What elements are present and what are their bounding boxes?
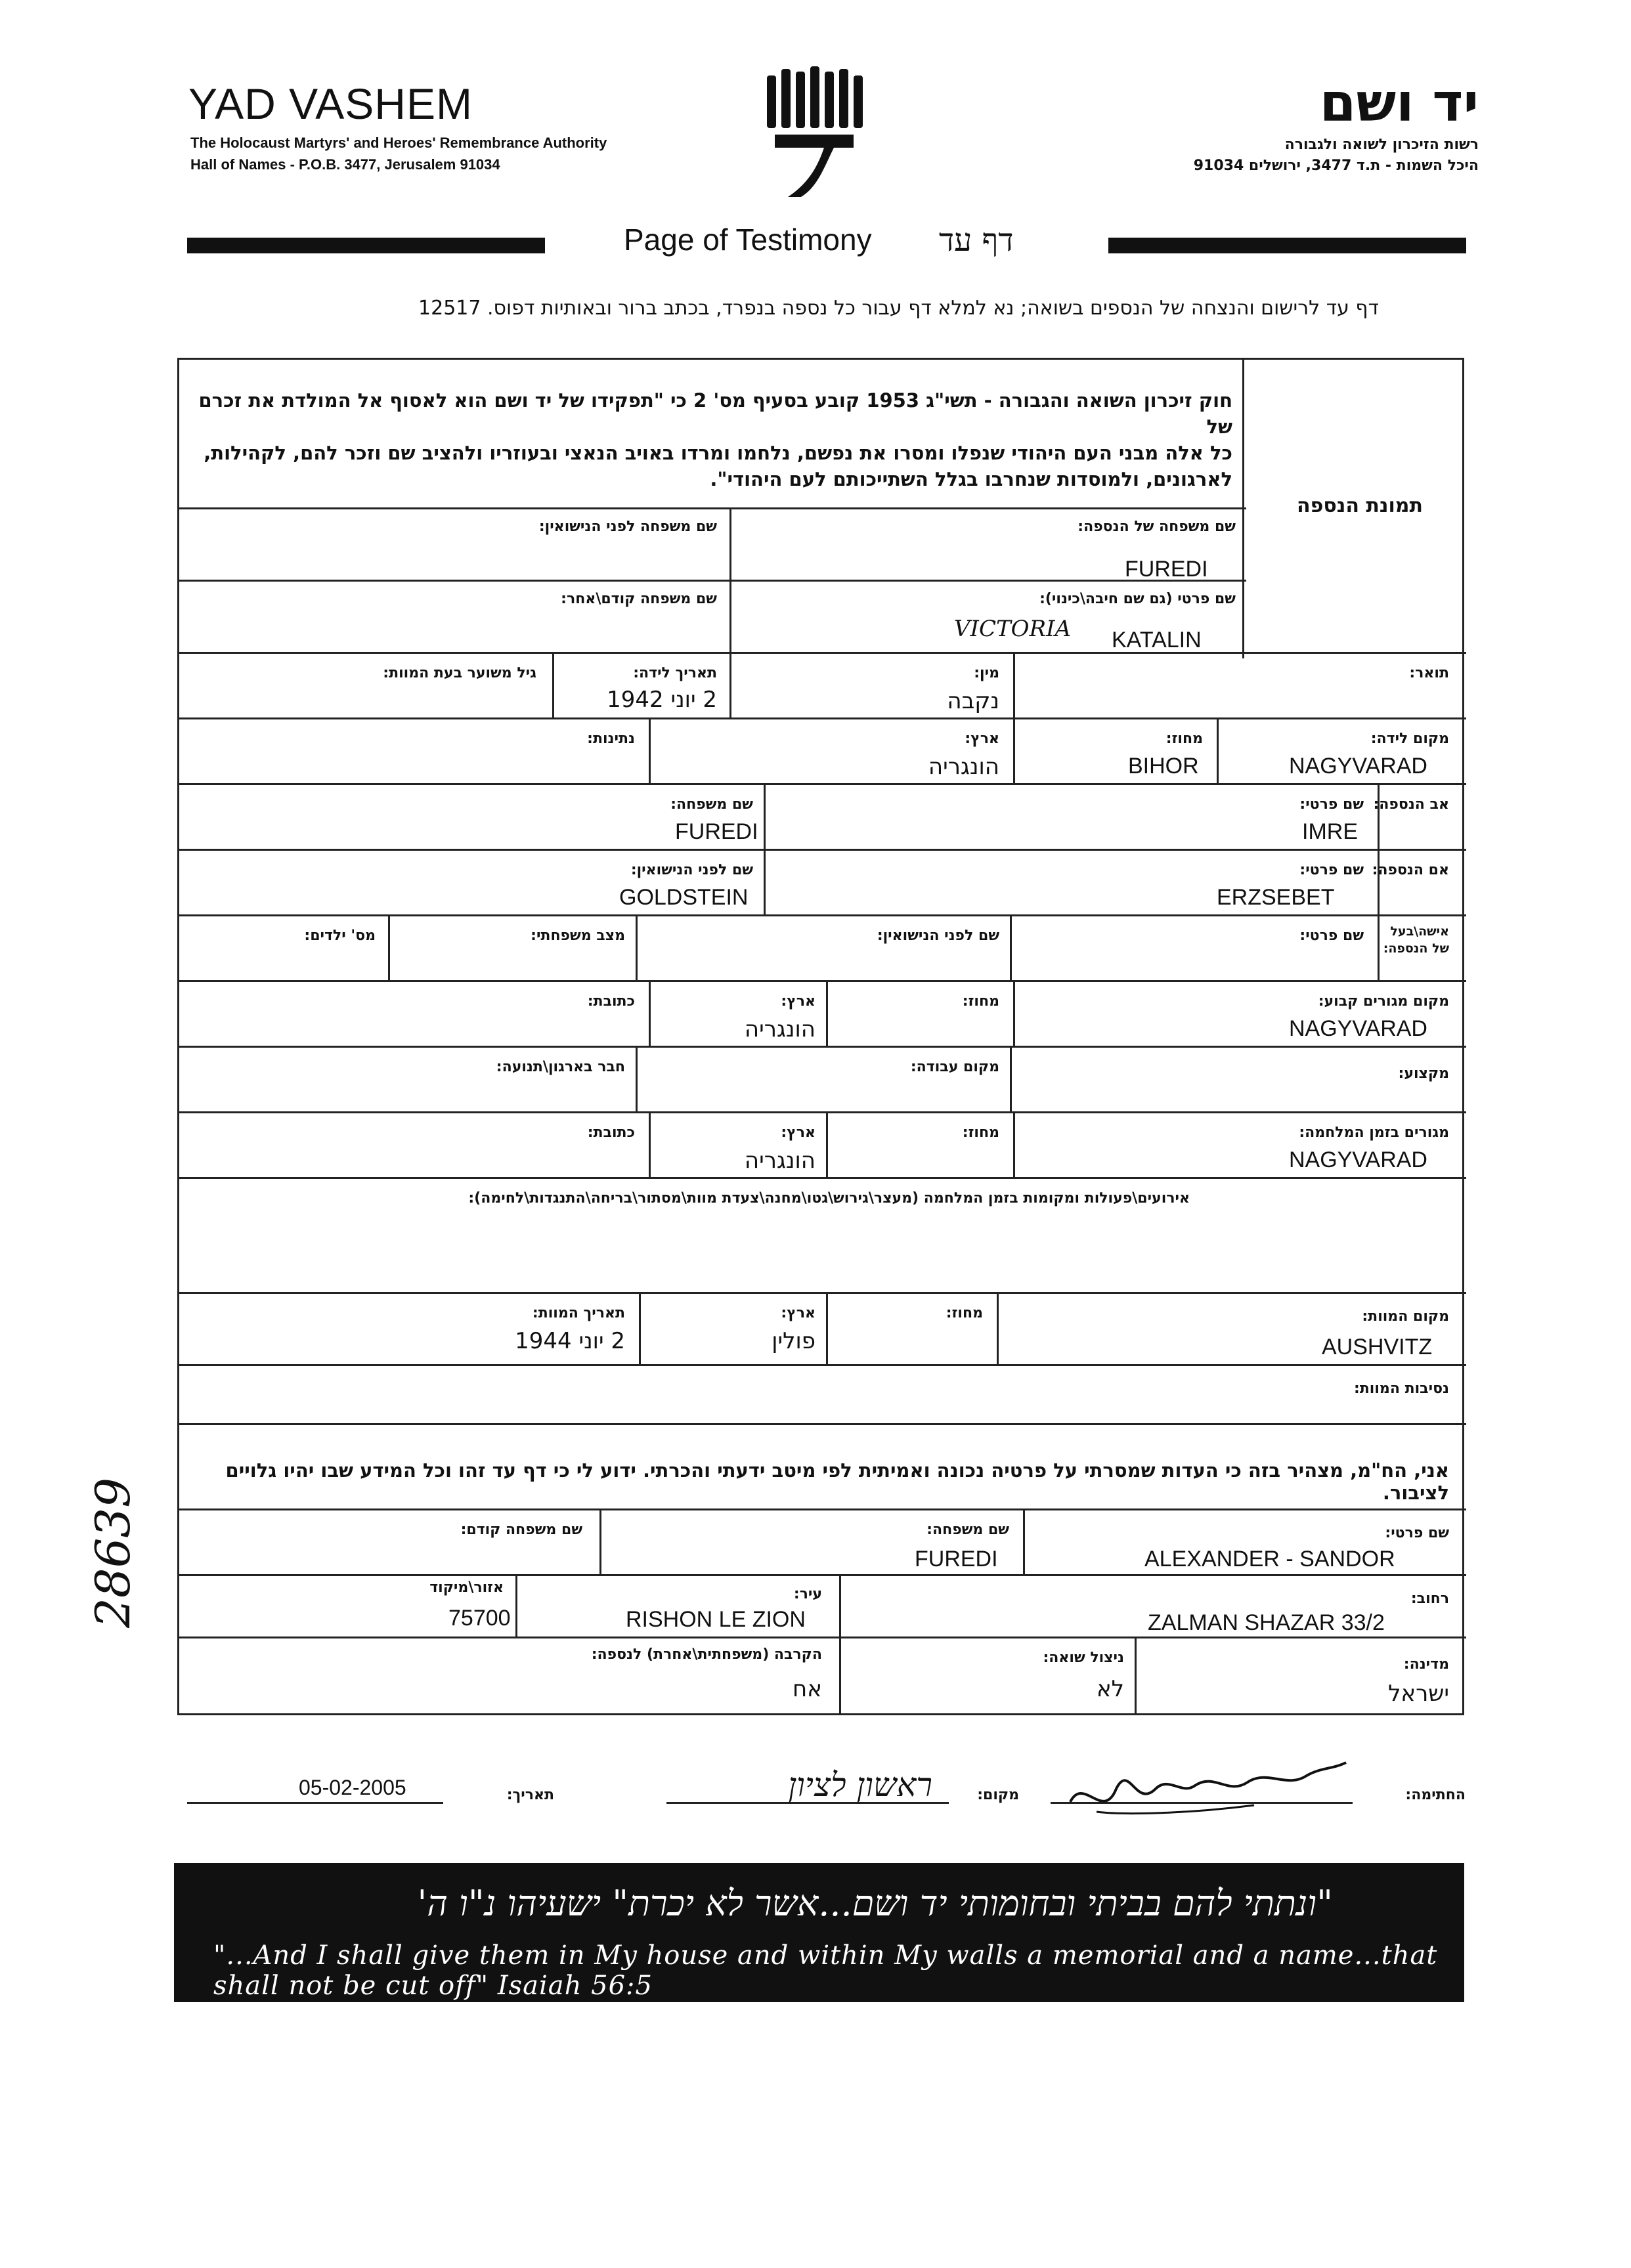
signature-date[interactable]: 05-02-2005 bbox=[299, 1776, 406, 1799]
authority-en: The Holocaust Martyrs' and Heroes' Remembrance Authority bbox=[190, 135, 607, 151]
submitter-country[interactable]: ישראל bbox=[1388, 1680, 1449, 1707]
submitter-city[interactable]: RISHON LE ZION bbox=[626, 1607, 806, 1632]
mother-maiden-label: שם לפני הנישואין: bbox=[630, 862, 753, 878]
address-en: Hall of Names - P.O.B. 3477, Jerusalem 91034 bbox=[190, 156, 500, 173]
wartime-country[interactable]: הונגריה bbox=[744, 1147, 816, 1174]
declaration: אני, הח"מ, מצהיר בזה כי העדות שמסרתי על פרטיה נכונה ואמיתית לפי מיטב ידעתי והכרתי. ידוע לי כי דף עד זהו וכל המידע שבו יהיו גלויים לציבור. bbox=[225, 1459, 1449, 1504]
submitter-last-name[interactable]: FUREDI bbox=[915, 1547, 998, 1572]
spouse-status-label: מצב משפחתי: bbox=[531, 928, 625, 944]
mother-row-label: אם הנספה: bbox=[1372, 862, 1449, 878]
address-he: היכל השמות - ת.ד 3477, ירושלים 91034 bbox=[1193, 158, 1479, 174]
victim-title-label: תואר: bbox=[1409, 665, 1449, 681]
place-handwritten[interactable]: ראשון לציון bbox=[788, 1766, 932, 1804]
submitter-street[interactable]: ZALMAN SHAZAR 33/2 bbox=[1148, 1610, 1385, 1635]
mother-maiden-name[interactable]: GOLDSTEIN bbox=[619, 885, 749, 910]
father-first-label: שם פרטי: bbox=[1299, 796, 1364, 813]
spouse-maiden-label: שם לפני הנישואין: bbox=[877, 928, 999, 944]
death-date-label: תאריך המוות: bbox=[532, 1305, 625, 1321]
victim-birth-district-label: מחוז: bbox=[1165, 731, 1203, 747]
footer-verse-he: "ונתתי להם בביתי ובחומותי יד ושם...אשר לא יכרת" ישעיהו נ"ו ה' bbox=[417, 1883, 1333, 1924]
submitter-country-label: מדינה: bbox=[1403, 1656, 1449, 1673]
footer-verse-en: "...And I shall give them in My house and within My walls a memorial and a name...that shall not be cut off" Isaiah 56:5 bbox=[213, 1940, 1438, 2001]
signature-scribble bbox=[1057, 1749, 1353, 1828]
father-last-name[interactable]: FUREDI bbox=[675, 819, 758, 844]
yad-vashem-logo bbox=[762, 62, 870, 200]
residence-country-label: ארץ: bbox=[781, 993, 816, 1010]
wartime-label: מגורים בזמן המלחמה: bbox=[1299, 1124, 1449, 1141]
wartime-country-label: ארץ: bbox=[781, 1124, 816, 1141]
relation-value[interactable]: אח bbox=[793, 1676, 822, 1702]
submitter-first-label: שם פרטי: bbox=[1385, 1525, 1449, 1541]
submitter-zip-label: אזור\מיקוד bbox=[429, 1579, 504, 1596]
victim-nickname[interactable]: VICTORIA bbox=[954, 616, 1072, 642]
photo-box bbox=[1242, 360, 1462, 658]
victim-birth-district[interactable]: BIHOR bbox=[1128, 754, 1199, 779]
death-place[interactable]: AUSHVITZ bbox=[1322, 1335, 1433, 1359]
victim-birth-country-label: ארץ: bbox=[965, 731, 999, 747]
authority-he: רשות הזיכרון לשואה ולגבורה bbox=[1284, 137, 1479, 153]
title-he: דף עד bbox=[939, 222, 1014, 259]
instructions: דף עד לרישום והנצחה של הנספים בשואה; נא למלא דף עבור כל נספה בנפרד, בכתב ברור ובאותיות דפוס. 12517 bbox=[418, 297, 1379, 320]
father-row-label: אב הנספה: bbox=[1373, 796, 1449, 813]
residence-place[interactable]: NAGYVARAD bbox=[1289, 1016, 1427, 1041]
submitter-zip[interactable]: 75700 bbox=[448, 1606, 511, 1631]
victim-age-label: גיל משוער בעת המוות: bbox=[383, 665, 536, 681]
victim-prev-name-label: שם משפחה קודם\אחר: bbox=[561, 591, 717, 607]
title-en: Page of Testimony bbox=[624, 223, 872, 257]
victim-birthplace-label: מקום לידה: bbox=[1370, 731, 1449, 747]
profession-label: מקצוע: bbox=[1398, 1065, 1449, 1082]
residence-address-label: כתובת: bbox=[587, 993, 635, 1010]
survivor-value[interactable]: לא bbox=[1096, 1676, 1124, 1702]
side-archive-number: 28639 bbox=[85, 1477, 141, 1628]
workplace-label: מקום עבודה: bbox=[910, 1059, 999, 1075]
death-country[interactable]: פולין bbox=[772, 1328, 816, 1354]
wartime-address-label: כתובת: bbox=[587, 1124, 635, 1141]
residence-label: מקום מגורים קבוע: bbox=[1318, 993, 1449, 1010]
org-name-en: YAD VASHEM bbox=[188, 79, 473, 128]
submitter-last-label: שם משפחה: bbox=[926, 1522, 1009, 1538]
spouse-row-label-2: של הנספה: bbox=[1383, 941, 1449, 956]
mother-first-name[interactable]: ERZSEBET bbox=[1217, 885, 1335, 910]
header-bar-left bbox=[187, 238, 545, 253]
events-label: אירועים\פעולות ומקומות בזמן המלחמה (מעצר\גירוש\גטו\מחנה\צעדת מוות\מסתור\בריחה\התנגדות\לחימה): bbox=[468, 1190, 1190, 1207]
member-label: חבר בארגון\תנועה: bbox=[496, 1059, 625, 1075]
law-text: חוק זיכרון השואה והגבורה - תשי"ג 1953 קובע בסעיף מס' 2 כי "תפקידו של יד ושם הוא לאסוף אל המולדת את זכרם של כל אלה מבני העם היהודי שנפלו ומסרו את נפשם, נלחמו ומרדו באויב הנאצי ובעוזריו ולהציב שם וזכר להם, לקהילות, לארגונים, ולמוסדות שנחרבו בגלל השתייכותם לעם היהודי". bbox=[198, 389, 1232, 490]
residence-district-label: מחוז: bbox=[962, 993, 999, 1010]
death-place-label: מקום המוות: bbox=[1362, 1308, 1449, 1325]
signature-label: החתימה: bbox=[1405, 1787, 1466, 1803]
father-first-name[interactable]: IMRE bbox=[1302, 819, 1358, 844]
wartime-district-label: מחוז: bbox=[962, 1124, 999, 1141]
date-line bbox=[187, 1802, 443, 1804]
spouse-children-label: מס' ילדים: bbox=[304, 928, 376, 944]
place-label: מקום: bbox=[977, 1787, 1019, 1803]
death-district-label: מחוז: bbox=[946, 1305, 983, 1321]
footer-band bbox=[174, 1863, 1464, 2002]
submitter-first-name[interactable]: ALEXANDER - SANDOR bbox=[1144, 1547, 1395, 1572]
victim-birth-date[interactable]: 2 יוני 1942 bbox=[607, 687, 717, 713]
relation-label: הקרבה (משפחתית\אחרת) לנספה: bbox=[591, 1646, 822, 1663]
victim-first-name-label: שם פרטי (גם שם חיבה\כינוי): bbox=[1039, 591, 1236, 607]
spouse-first-label: שם פרטי: bbox=[1299, 928, 1364, 944]
death-circumstances-label: נסיבות המוות: bbox=[1353, 1380, 1449, 1397]
death-date[interactable]: 2 יוני 1944 bbox=[515, 1328, 625, 1354]
victim-last-name[interactable]: FUREDI bbox=[1125, 557, 1208, 582]
residence-country[interactable]: הונגריה bbox=[744, 1016, 816, 1042]
wartime-place[interactable]: NAGYVARAD bbox=[1289, 1147, 1427, 1172]
victim-first-name[interactable]: KATALIN bbox=[1112, 628, 1202, 653]
victim-gender-label: מין: bbox=[974, 665, 999, 681]
victim-gender[interactable]: נקבה bbox=[947, 688, 999, 714]
org-name-he: יד ושם bbox=[1319, 72, 1479, 133]
victim-maiden-label: שם משפחה לפני הנישואין: bbox=[538, 519, 717, 535]
victim-birth-country[interactable]: הונגריה bbox=[928, 754, 999, 780]
father-last-label: שם משפחה: bbox=[670, 796, 753, 813]
victim-birth-date-label: תאריך לידה: bbox=[633, 665, 717, 681]
victim-birthplace[interactable]: NAGYVARAD bbox=[1289, 754, 1427, 779]
victim-nationality-label: נתינות: bbox=[587, 731, 635, 747]
photo-label: תמונת הנספה bbox=[1297, 494, 1423, 517]
victim-last-name-label: שם משפחה של הנספה: bbox=[1077, 519, 1236, 535]
death-country-label: ארץ: bbox=[781, 1305, 816, 1321]
spouse-row-label-1: אישה\בעל bbox=[1390, 924, 1449, 939]
testimony-form bbox=[177, 358, 1464, 1715]
submitter-street-label: רחוב: bbox=[1410, 1591, 1449, 1607]
mother-first-label: שם פרטי: bbox=[1299, 862, 1364, 878]
submitter-city-label: עיר: bbox=[793, 1586, 822, 1602]
submitter-prev-label: שם משפחה קודם: bbox=[460, 1522, 582, 1538]
header-bar-right bbox=[1108, 238, 1466, 253]
date-label: תאריך: bbox=[506, 1787, 554, 1803]
survivor-label: ניצול שואה: bbox=[1043, 1650, 1124, 1666]
